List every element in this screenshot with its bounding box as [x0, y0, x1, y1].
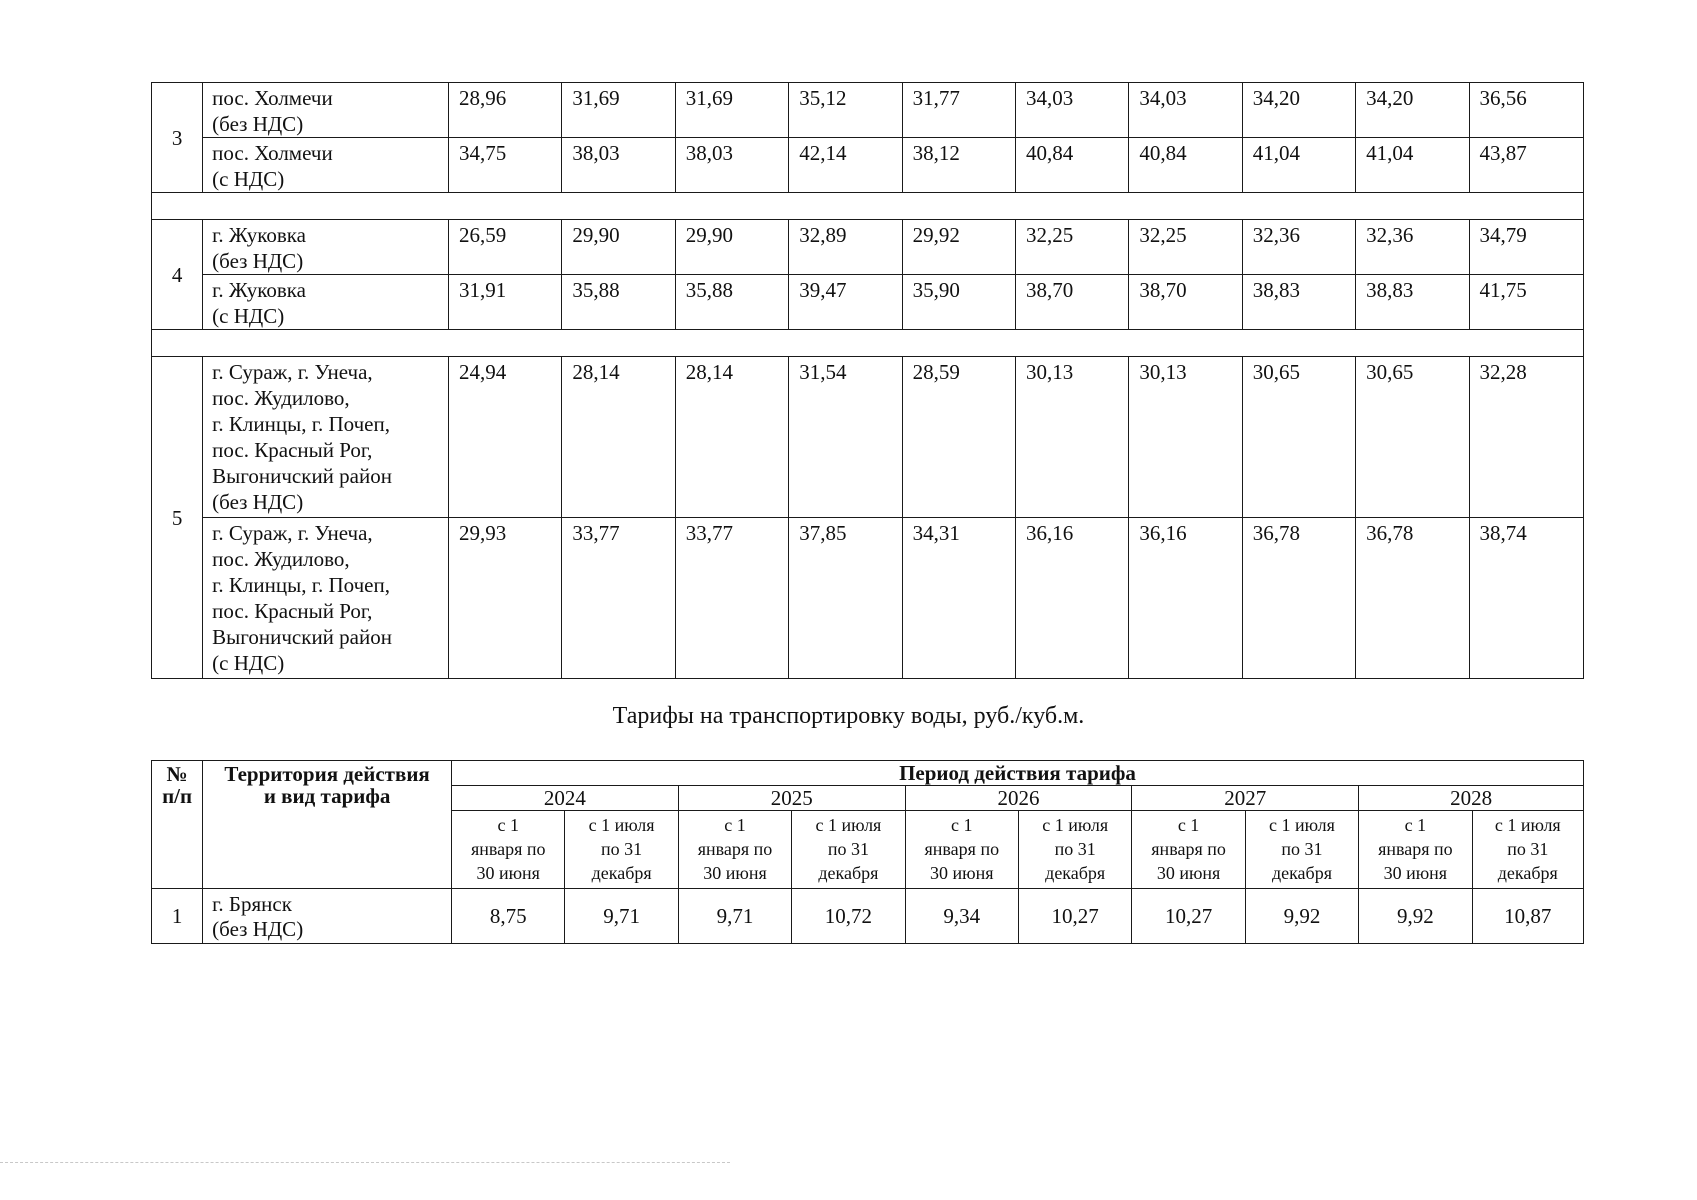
tariff-value: 31,54	[789, 357, 902, 518]
tariff-value: 36,56	[1469, 83, 1583, 138]
table-row	[152, 83, 1584, 138]
separator-row	[152, 330, 1584, 357]
tariff-value: 32,89	[789, 220, 902, 275]
tariff-value: 30,65	[1242, 357, 1355, 518]
tariff-value: 32,28	[1469, 357, 1583, 518]
tariff-value: 38,70	[1015, 275, 1128, 330]
period-first-half: с 1 января по 30 июня	[678, 811, 791, 889]
tariff-value: 34,20	[1242, 83, 1355, 138]
tariff-value: 28,14	[562, 357, 675, 518]
tariff-value: 9,71	[678, 889, 791, 944]
tariff-value: 32,25	[1015, 220, 1128, 275]
tariff-value: 34,03	[1015, 83, 1128, 138]
tariff-value: 9,92	[1245, 889, 1358, 944]
tariff-value: 31,69	[675, 83, 788, 138]
tariff-value: 31,91	[449, 275, 562, 330]
period-second-half: с 1 июля по 31 декабря	[1245, 811, 1358, 889]
period-first-half: с 1 января по 30 июня	[1359, 811, 1472, 889]
tariff-value: 36,78	[1356, 518, 1469, 679]
period-second-half: с 1 июля по 31 декабря	[1472, 811, 1583, 889]
tariff-value: 34,79	[1469, 220, 1583, 275]
row-number: 4	[152, 220, 203, 330]
tariff-value: 9,92	[1359, 889, 1472, 944]
tariff-value: 28,96	[449, 83, 562, 138]
period-second-half: с 1 июля по 31 декабря	[565, 811, 678, 889]
tariff-value: 41,75	[1469, 275, 1583, 330]
header-territory: Территория действия и вид тарифа	[203, 761, 452, 889]
table-row	[152, 889, 1584, 944]
territory-cell: г. Жуковка (без НДС)	[203, 220, 449, 275]
period-first-half: с 1 января по 30 июня	[1132, 811, 1245, 889]
tariff-value: 36,16	[1129, 518, 1242, 679]
table-row	[152, 138, 1584, 193]
tariff-value: 40,84	[1015, 138, 1128, 193]
row-number: 3	[152, 83, 203, 193]
section-title: Тарифы на транспортировку воды, руб./куб.м.	[612, 703, 1085, 729]
row-number: 1	[152, 889, 203, 944]
tariff-value: 38,03	[675, 138, 788, 193]
tariff-value: 35,12	[789, 83, 902, 138]
tariff-value: 10,72	[792, 889, 905, 944]
tariff-value: 8,75	[452, 889, 565, 944]
tariff-value: 10,87	[1472, 889, 1583, 944]
year-header: 2025	[678, 786, 905, 811]
period-first-half: с 1 января по 30 июня	[905, 811, 1018, 889]
tariff-value: 30,65	[1356, 357, 1469, 518]
tariff-value: 9,34	[905, 889, 1018, 944]
tariff-value: 32,25	[1129, 220, 1242, 275]
row-number: 5	[152, 357, 203, 679]
tariff-value: 28,14	[675, 357, 788, 518]
tariff-value: 31,69	[562, 83, 675, 138]
year-header: 2027	[1132, 786, 1359, 811]
period-second-half: с 1 июля по 31 декабря	[1018, 811, 1131, 889]
tariff-value: 29,93	[449, 518, 562, 679]
tariff-value: 30,13	[1015, 357, 1128, 518]
tariff-value: 29,92	[902, 220, 1015, 275]
tariff-value: 28,59	[902, 357, 1015, 518]
tariff-value: 34,03	[1129, 83, 1242, 138]
table-row	[152, 220, 1584, 275]
tariff-table-continued	[151, 82, 1584, 679]
tariff-value: 29,90	[562, 220, 675, 275]
tariff-value: 36,16	[1015, 518, 1128, 679]
tariff-value: 34,20	[1356, 83, 1469, 138]
territory-cell: пос. Холмечи (с НДС)	[203, 138, 449, 193]
tariff-value: 41,04	[1356, 138, 1469, 193]
tariff-value: 35,88	[675, 275, 788, 330]
tariff-value: 41,04	[1242, 138, 1355, 193]
separator-row	[152, 193, 1584, 220]
period-first-half: с 1 января по 30 июня	[452, 811, 565, 889]
territory-cell: г. Брянск (без НДС)	[203, 889, 452, 944]
year-header: 2024	[452, 786, 679, 811]
tariff-value: 32,36	[1356, 220, 1469, 275]
header-number: № п/п	[152, 761, 203, 889]
table-row	[152, 275, 1584, 330]
tariff-value: 38,74	[1469, 518, 1583, 679]
tariff-value: 42,14	[789, 138, 902, 193]
tariff-value: 38,83	[1356, 275, 1469, 330]
territory-cell: г. Сураж, г. Унеча, пос. Жудилово, г. Клинцы, г. Почеп, пос. Красный Рог, Выгоничский район (с НДС)	[203, 518, 449, 679]
tariff-value: 9,71	[565, 889, 678, 944]
tariff-value: 10,27	[1132, 889, 1245, 944]
tariff-value: 43,87	[1469, 138, 1583, 193]
tariff-value: 32,36	[1242, 220, 1355, 275]
tariff-value: 38,12	[902, 138, 1015, 193]
header-period: Период действия тарифа	[452, 761, 1584, 786]
tariff-value: 35,88	[562, 275, 675, 330]
tariff-value: 30,13	[1129, 357, 1242, 518]
table-row	[152, 518, 1584, 679]
tariff-value: 33,77	[675, 518, 788, 679]
tariff-value: 31,77	[902, 83, 1015, 138]
tariff-value: 39,47	[789, 275, 902, 330]
period-second-half: с 1 июля по 31 декабря	[792, 811, 905, 889]
territory-cell: г. Жуковка (с НДС)	[203, 275, 449, 330]
year-header: 2028	[1359, 786, 1584, 811]
tariff-value: 38,83	[1242, 275, 1355, 330]
tariff-value: 38,03	[562, 138, 675, 193]
tariff-value: 24,94	[449, 357, 562, 518]
scan-artifact-line	[0, 1162, 730, 1163]
territory-cell: пос. Холмечи (без НДС)	[203, 83, 449, 138]
tariff-value: 36,78	[1242, 518, 1355, 679]
tariff-value: 38,70	[1129, 275, 1242, 330]
tariff-value: 10,27	[1018, 889, 1131, 944]
tariff-value: 34,75	[449, 138, 562, 193]
territory-cell: г. Сураж, г. Унеча, пос. Жудилово, г. Клинцы, г. Почеп, пос. Красный Рог, Выгоничский район (без НДС)	[203, 357, 449, 518]
tariff-value: 33,77	[562, 518, 675, 679]
table-row	[152, 357, 1584, 518]
tariff-value: 35,90	[902, 275, 1015, 330]
year-header: 2026	[905, 786, 1132, 811]
tariff-value: 29,90	[675, 220, 788, 275]
tariff-value: 40,84	[1129, 138, 1242, 193]
tariff-value: 34,31	[902, 518, 1015, 679]
water-transport-tariff-table	[151, 760, 1584, 944]
tariff-value: 26,59	[449, 220, 562, 275]
tariff-value: 37,85	[789, 518, 902, 679]
